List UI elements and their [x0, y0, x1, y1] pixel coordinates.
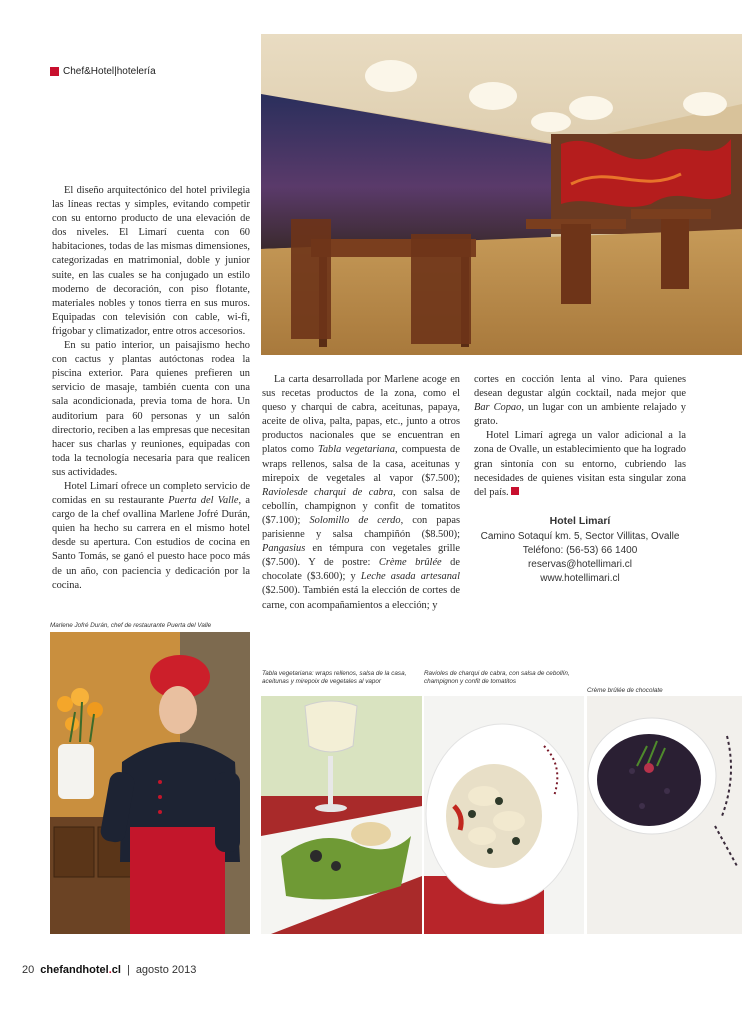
brand-dot: . — [108, 964, 112, 976]
tabla-vegetariana-photo — [261, 696, 422, 934]
article-column-2 — [262, 373, 460, 613]
text-run: de chocolate ($3.600); y — [262, 557, 460, 583]
hotel-email[interactable]: reservas@hotellimari.cl — [527, 559, 633, 570]
page-number: 20 — [22, 964, 35, 976]
paragraph: En su patio interior, un paisajismo hecho con cactus y plantas autóctonas rodea la piscina exterior. Para quienes prefieren un servicio de masaje, también cuenta con una sala acondicionada, previa toma de hora. Un auditorium para 60 personas y un salón directorio, reciben a las empresas que necesitan hacer sus charlas y reuniones, equipadas con toda la tecnología necesaria para que realicen sus actividades. — [52, 340, 250, 478]
hotel-phone: Teléfono: (56-53) 66 1400 — [522, 545, 638, 556]
section-label: Chef&Hotel|hotelería — [63, 66, 156, 77]
text-run-italic: Bar Copao — [474, 402, 522, 414]
brand-tld: cl — [111, 964, 121, 976]
section-marker — [50, 67, 59, 76]
section-tag — [50, 66, 156, 77]
paragraph — [262, 373, 460, 613]
text-run-italic: Crème brûlée — [378, 557, 442, 569]
text-run-italic: Leche asada artesanal — [360, 571, 460, 583]
ravioles-illustration — [424, 696, 584, 934]
ravioles-caption: Ravioles de charqui de cabra, con salsa de cebollín, champignon y confit de tomatitos — [424, 670, 570, 685]
brand-text: chefandhotel — [40, 964, 109, 976]
paragraph — [52, 480, 250, 593]
footer-separator: | — [126, 964, 130, 976]
text-run-italic: Raviolesde charqui de cabra — [262, 486, 393, 498]
hotel-name: Hotel Limarí — [549, 515, 611, 527]
issue-date: agosto 2013 — [135, 964, 197, 976]
text-run: , con papas parisienne y salsa champiñón ($8.500); — [262, 514, 460, 541]
restaurant-photo — [261, 34, 742, 355]
text-run-italic: Solomillo de cerdo — [309, 514, 401, 526]
text-run: Hotel Limarí ofrece un completo servicio de comidas en su restaurante — [52, 480, 250, 507]
text-run: ($2.500). También está la elección de cortes de carne, con acompañamientos a elección; y — [262, 585, 460, 611]
ravioles-photo — [424, 696, 584, 934]
restaurant-illustration — [261, 34, 742, 355]
hotel-website[interactable]: www.hotellimari.cl — [540, 573, 620, 584]
text-run: en témpura con vegetales grille ($7.500). Y de postre: — [262, 543, 460, 569]
chef-photo — [50, 632, 250, 934]
paragraph — [474, 373, 686, 429]
text-run-italic: Puerta del Valle — [168, 495, 239, 507]
paragraph: El diseño arquitectónico del hotel privilegia las líneas rectas y simples, evitando competir con su entorno producto de una elevación de dos niveles. El Limarí cuenta con 60 habitaciones, todas de las mismas dimensiones, categorizadas en matrimonial, doble y junior suite, en las cuales se ha conjugado un estilo moderno de decoración, con piso flotante, materiales nobles y tonos tierra en sus muros. Equipadas con televisión con cable, wi-fi, frigobar y climatizador, entre otros accesorios. — [52, 185, 250, 337]
text-run: , con salsa de cebollín, champignon y confit de tomatitos ($7.100); — [262, 486, 460, 526]
text-run: La carta desarrollada por Marlene acoge en sus recetas productos de la zona, como el queso y charqui de cabra, aceitunas, papaya, aceite de oliva, palta, papas, etc., junto a otros productos nacionales que se encuentran en platos como — [262, 374, 460, 456]
hotel-contact — [474, 514, 686, 586]
creme-illustration — [587, 696, 742, 934]
tabla-caption: Tabla vegetariana: wraps rellenos, salsa de la casa, aceitunas y mirepoix de vegetales al vapor — [262, 670, 407, 685]
text-run: cortes en cocción lenta al vino. Para quienes desean degustar algún cocktail, nada mejor que — [474, 374, 686, 400]
article-column-3 — [474, 373, 686, 500]
hotel-address: Camino Sotaquí km. 5, Sector Villitas, Ovalle — [480, 531, 680, 542]
end-marker — [511, 487, 519, 495]
chef-caption: Marlene Jofré Durán, chef de restaurante Puerta del Valle — [50, 622, 212, 629]
text-run: , compuesta de wraps rellenos, salsa de la casa, aceitunas y mirepoix de vegetales al vapor ($7.500); — [262, 444, 460, 484]
text-run: Hotel Limarí agrega un valor adicional a la zona de Ovalle, un establecimiento que ha logrado gran sintonía con su entorno, cubriendo las necesidades de quienes visitan esta singular zona del país. — [474, 430, 686, 498]
creme-caption: Crème brûlée de chocolate — [587, 687, 663, 694]
text-run: , a cargo de la chef ovallina Marlene Jofré Durán, quien ha hecho su carrera en el mismo hotel desde su apertura. Con estudios de cocina en Santo Tomás, se ganó el puesto hace poco más de un año, con paciencia y dedicación por la cocina. — [52, 495, 250, 591]
magazine-brand — [40, 964, 121, 976]
tabla-illustration — [261, 696, 422, 934]
article-column-1 — [52, 184, 250, 593]
text-run-italic: Pangasius — [262, 543, 306, 555]
text-run-italic: Tabla vegetariana — [318, 444, 396, 456]
creme-brulee-photo — [587, 696, 742, 934]
text-run: , un lugar con un ambiente relajado y grato. — [474, 402, 686, 428]
page-footer — [22, 964, 196, 976]
chef-illustration — [50, 632, 250, 934]
paragraph — [474, 429, 686, 499]
